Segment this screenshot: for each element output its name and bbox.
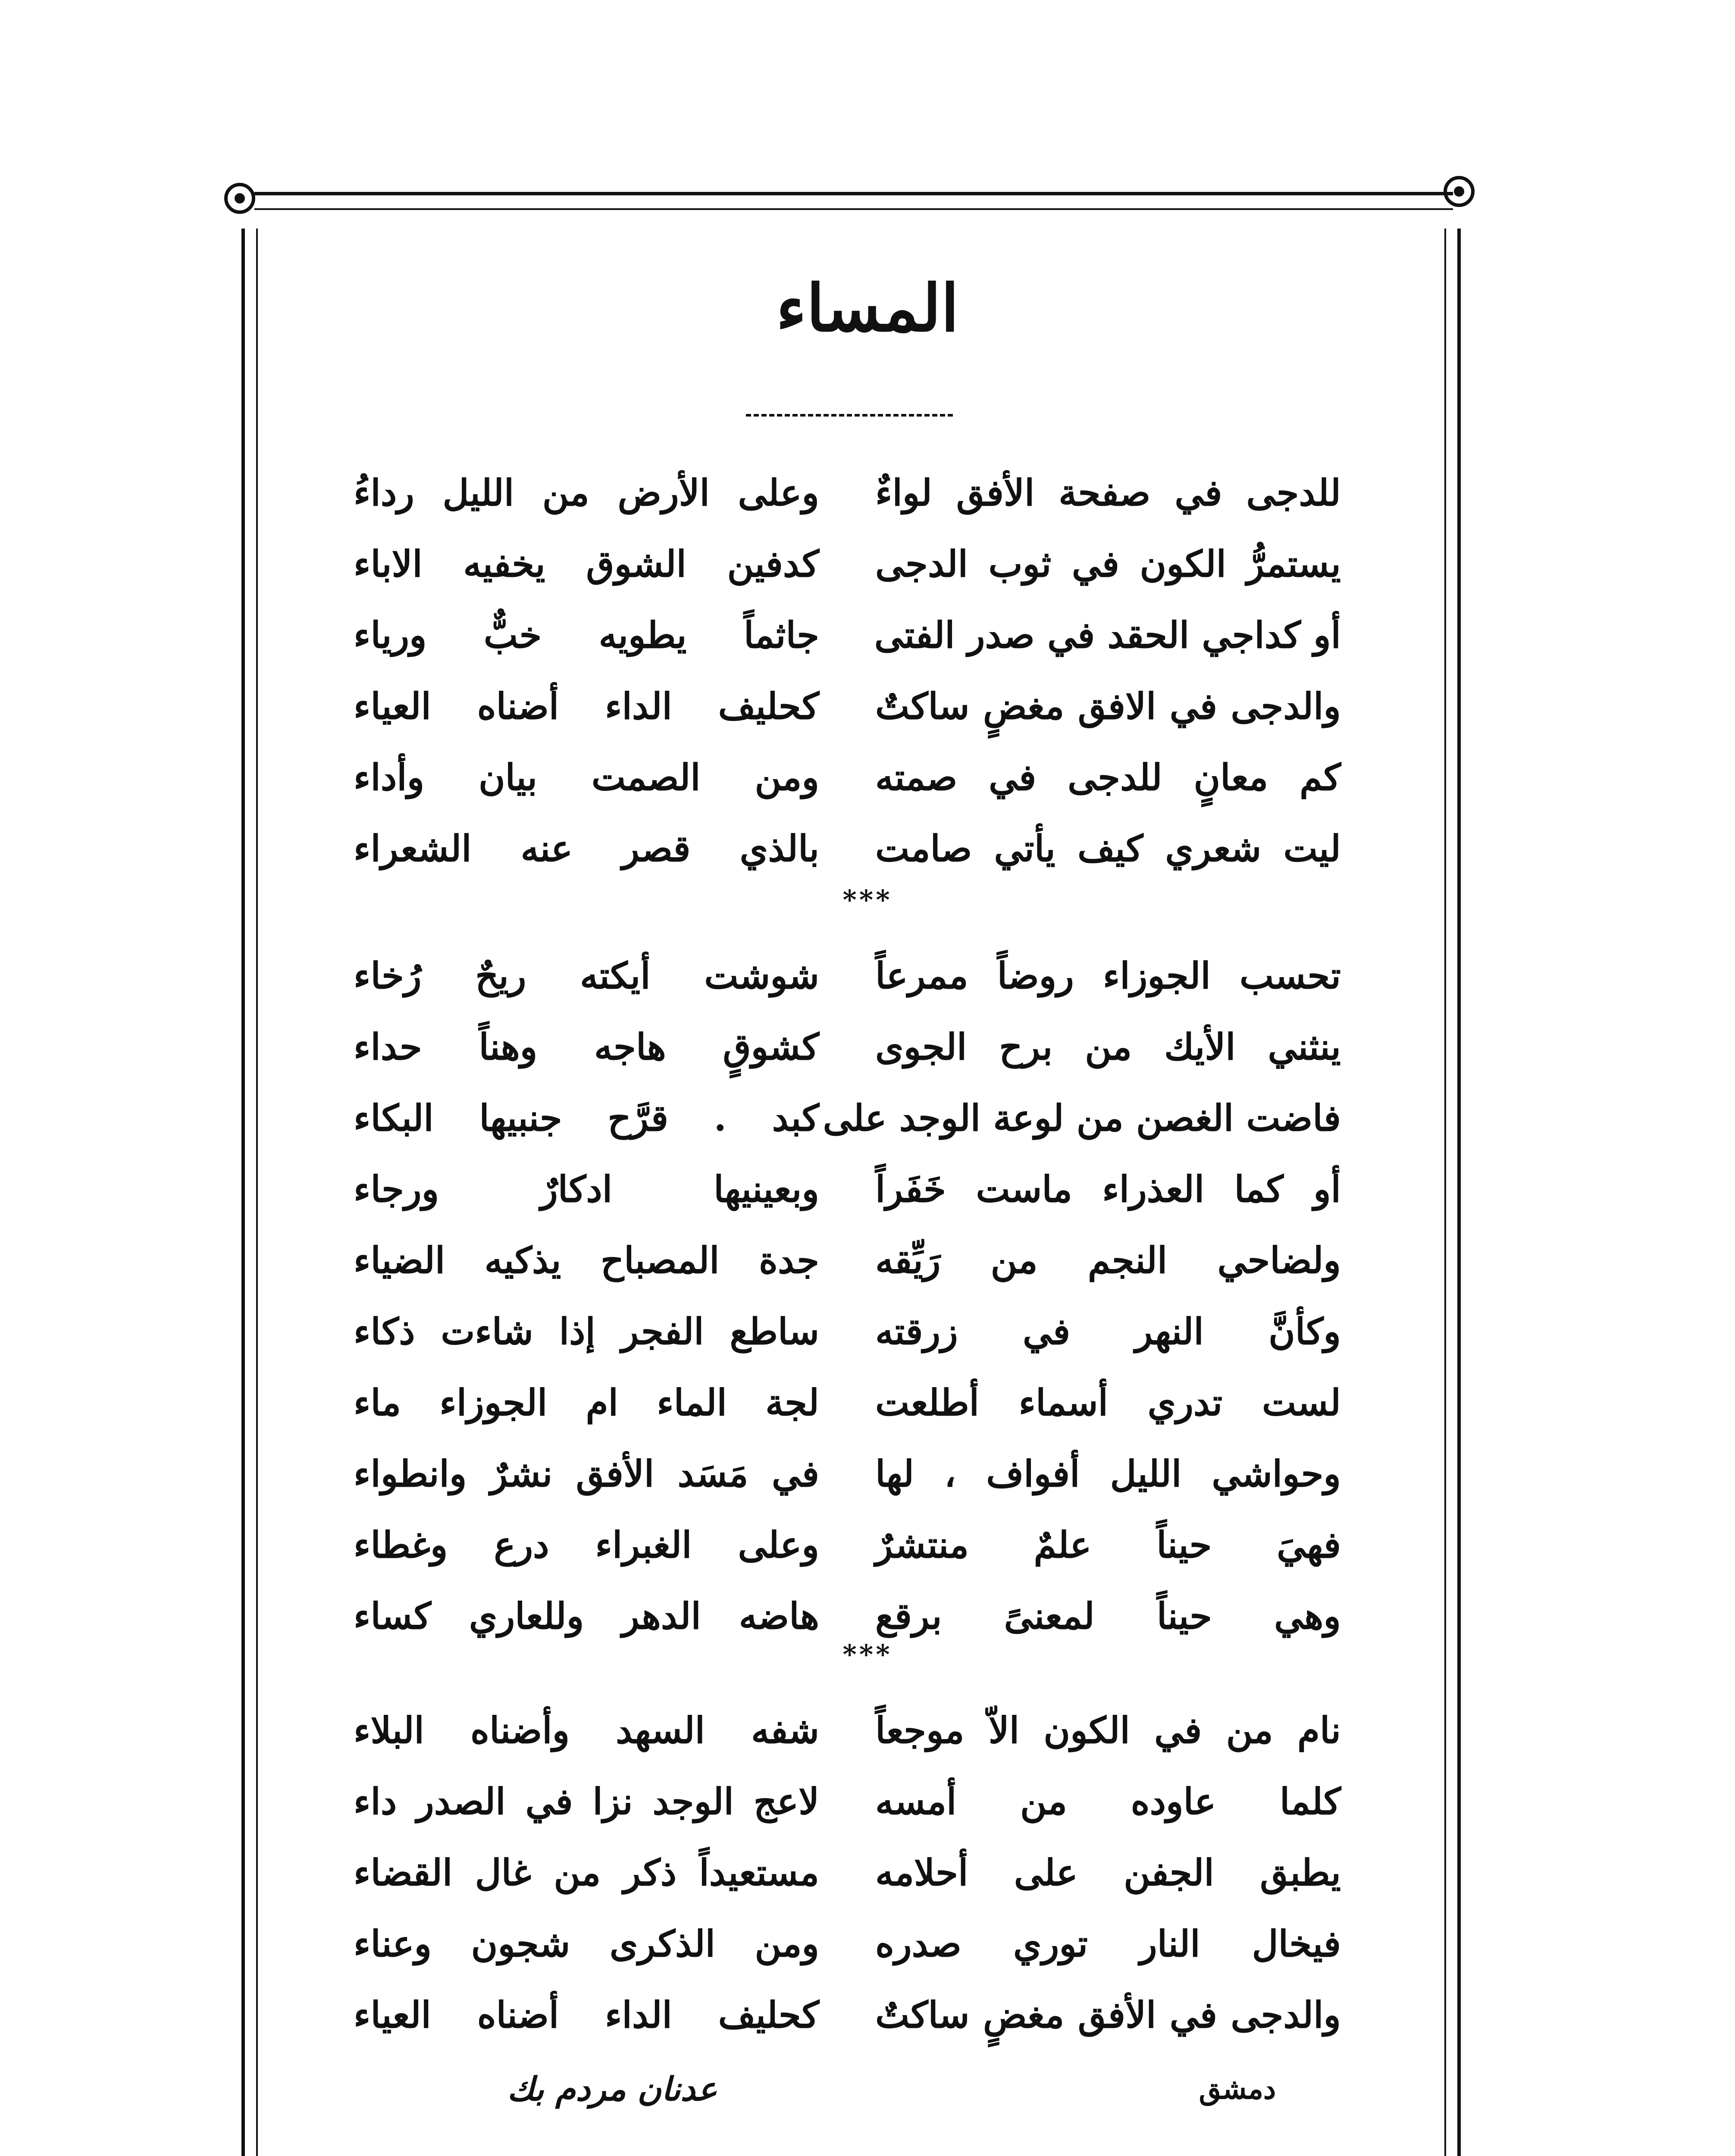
verse bbox=[354, 1908, 1341, 1979]
first-hemistich: وهي حيناً لمعنىً برقع bbox=[875, 1594, 1341, 1637]
second-hemistich: شفه السهد وأضناه البلاء bbox=[354, 1708, 819, 1752]
verse bbox=[354, 1695, 1341, 1766]
first-hemistich: وكأنَّ النهر في زرقته bbox=[875, 1310, 1341, 1353]
first-hemistich: كم معانٍ للدجى في صمته bbox=[875, 755, 1341, 799]
second-hemistich: مستعيداً ذكر من غال القضاء bbox=[354, 1851, 819, 1894]
first-hemistich: والدجى في الافق مغضٍ ساكتٌ bbox=[875, 684, 1341, 727]
first-hemistich: أو كداجي الحقد في صدر الفتى bbox=[874, 613, 1341, 656]
second-hemistich: هاضه الدهر وللعاري كساء bbox=[354, 1594, 819, 1637]
second-hemistich: بالذي قصر عنه الشعراء bbox=[354, 827, 819, 870]
frame-right-rule bbox=[1444, 229, 1461, 2156]
second-hemistich: ومن الصمت بيان وأداء bbox=[354, 755, 819, 799]
second-hemistich: كحليف الداء أضناه العياء bbox=[354, 684, 819, 727]
frame-top-rule bbox=[254, 192, 1453, 210]
place-of-writing: دمشق bbox=[1199, 2072, 1276, 2106]
second-hemistich: ساطع الفجر إذا شاءت ذكاء bbox=[354, 1310, 819, 1353]
verse bbox=[354, 1766, 1341, 1837]
verse bbox=[354, 528, 1341, 599]
first-hemistich: تحسب الجوزاء روضاً ممرعاً bbox=[875, 954, 1341, 997]
second-hemistich: لاعج الوجد نزا في الصدر داء bbox=[354, 1780, 819, 1823]
stanza bbox=[354, 1695, 1341, 2050]
second-hemistich: وبعينيها ادكارٌ ورجاء bbox=[354, 1167, 819, 1210]
second-hemistich: شوشت أيكته ريحٌ رُخاء bbox=[354, 954, 819, 997]
first-hemistich: نام من في الكون الاّ موجعاً bbox=[875, 1708, 1341, 1752]
second-hemistich: ومن الذكرى شجون وعناء bbox=[354, 1922, 819, 1965]
verse bbox=[354, 813, 1341, 884]
verse bbox=[354, 1509, 1341, 1580]
second-hemistich: لجة الماء ام الجوزاء ماء bbox=[354, 1381, 819, 1424]
stanza-separator: *** bbox=[842, 1639, 893, 1670]
first-hemistich: فاضت الغصن من لوعة الوجد على bbox=[823, 1096, 1341, 1139]
verse bbox=[354, 1082, 1341, 1153]
second-hemistich: كبد . قرَّح جنبيها البكاء bbox=[354, 1096, 819, 1139]
second-hemistich: كدفين الشوق يخفيه الاباء bbox=[354, 542, 819, 585]
poem-title: المساء bbox=[776, 270, 959, 346]
verse bbox=[354, 1367, 1341, 1438]
first-hemistich: ليت شعري كيف يأتي صامت bbox=[875, 827, 1341, 870]
first-hemistich: يستمرُّ الكون في ثوب الدجى bbox=[875, 542, 1341, 585]
stanza-separator: *** bbox=[842, 884, 893, 915]
verse bbox=[354, 1438, 1341, 1509]
verse bbox=[354, 1153, 1341, 1225]
verse bbox=[354, 1225, 1341, 1296]
first-hemistich: فهيَ حيناً علمٌ منتشرٌ bbox=[875, 1523, 1341, 1566]
second-hemistich: في مَسَد الأفق نشرٌ وانطواء bbox=[354, 1452, 819, 1495]
corner-ornament-icon bbox=[1444, 176, 1475, 207]
stanza bbox=[354, 457, 1341, 884]
verse bbox=[354, 1296, 1341, 1367]
verse bbox=[354, 1979, 1341, 2050]
stanza bbox=[354, 940, 1341, 1651]
first-hemistich: ينثني الأيك من برح الجوى bbox=[875, 1025, 1341, 1068]
verse bbox=[354, 671, 1341, 742]
title-underline bbox=[746, 414, 953, 417]
first-hemistich: لست تدري أسماء أطلعت bbox=[875, 1381, 1341, 1424]
verse bbox=[354, 940, 1341, 1011]
verse bbox=[354, 599, 1341, 671]
verse bbox=[354, 457, 1341, 528]
second-hemistich: وعلى الغبراء درع وغطاء bbox=[354, 1523, 819, 1566]
first-hemistich: يطبق الجفن على أحلامه bbox=[875, 1851, 1341, 1894]
corner-ornament-icon bbox=[224, 183, 255, 214]
first-hemistich: كلما عاوده من أمسه bbox=[875, 1780, 1341, 1823]
first-hemistich: فيخال النار توري صدره bbox=[875, 1922, 1341, 1965]
first-hemistich: والدجى في الأفق مغضٍ ساكتٌ bbox=[875, 1993, 1341, 2036]
second-hemistich: كشوقٍ هاجه وهناً حداء bbox=[354, 1025, 819, 1068]
frame-left-rule bbox=[241, 229, 258, 2156]
verse bbox=[354, 1011, 1341, 1082]
first-hemistich: أو كما العذراء ماست خَفَراً bbox=[875, 1167, 1341, 1210]
second-hemistich: جدة المصباح يذكيه الضياء bbox=[354, 1238, 819, 1282]
second-hemistich: وعلى الأرض من الليل رداءُ bbox=[354, 471, 819, 514]
second-hemistich: جاثماً يطويه خبٌّ ورياء bbox=[354, 613, 819, 656]
author-signature: عدنان مردم بك bbox=[507, 2070, 717, 2108]
verse bbox=[354, 1837, 1341, 1908]
verse bbox=[354, 742, 1341, 813]
first-hemistich: وحواشي الليل أفواف ، لها bbox=[875, 1452, 1341, 1495]
first-hemistich: للدجى في صفحة الأفق لواءٌ bbox=[875, 471, 1341, 514]
first-hemistich: ولضاحي النجم من رَيِّقه bbox=[875, 1238, 1341, 1282]
second-hemistich: كحليف الداء أضناه العياء bbox=[354, 1993, 819, 2036]
